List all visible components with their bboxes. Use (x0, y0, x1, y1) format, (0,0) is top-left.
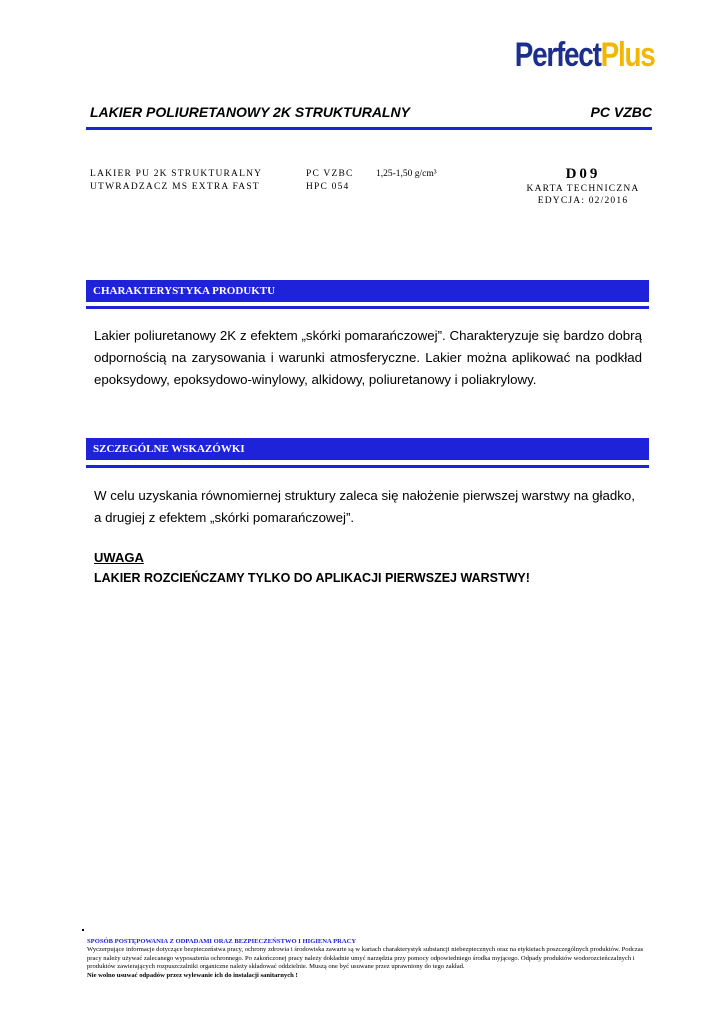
sheet-type: KARTA TECHNICZNA (526, 184, 640, 194)
sheet-edition: EDYCJA: 02/2016 (537, 196, 629, 206)
product-title: LAKIER POLIURETANOWY 2K STRUKTURALNY (90, 104, 410, 120)
section-guidelines-rule (86, 465, 649, 468)
footer-bold-note: Nie wolno usuwać odpadów przez wylewanie ich do instalacji sanitarnych ! (87, 971, 298, 979)
brand-logo-part2: Plus (601, 36, 655, 74)
sheet-code: D09 (565, 166, 601, 182)
spec-density (376, 168, 437, 181)
spec-row-name: UTWRADZACZ MS EXTRA FAST (90, 182, 260, 192)
characteristics-text: Lakier poliuretanowy 2K z efektem „skórki pomarańczowej”. Charakteryzuje się bardzo dobrą odpornością na zarysowania i warunki atmosferyczne. Lakier można aplikować na podkład epoksydowy, epoksydowo-winylowy, alkidowy, poliuretanowy i poliakrylowy. (94, 328, 642, 387)
section-characteristics-header: CHARAKTERYSTYKA PRODUKTU (86, 280, 649, 302)
document-header (90, 104, 652, 126)
section-guidelines-header: SZCZEGÓLNE WSKAZÓWKI (86, 438, 649, 460)
section-characteristics-rule (86, 306, 649, 309)
warning-title: UWAGA (94, 550, 144, 565)
brand-logo-part1: Perfect (515, 36, 602, 74)
spec-codes (306, 168, 354, 194)
sheet-code-block (513, 166, 653, 207)
footer-body: Wyczerpujące informacje dotyczące bezpieczeństwa pracy, ochrony zdrowia i środowiska zawarte są w kartach charakterystyk substancji niebezpiecznych oraz na etykietach poszczególnych produktów. Podczas pracy należy używać zalecanego wyposażenia ochronnego. Po zakończonej pracy należy dokładnie umyć narzędzia przy pomocy odpowiedniego środka myjącego. Odpady produktów wodorozcieńczalnych i produktów zawierających rozpuszczalniki organiczne należy składować oddzielnie. Muszą one być usuwane przez uprawniony do tego zakład. (87, 946, 644, 971)
product-code: PC VZBC (590, 104, 652, 120)
guidelines-text: W celu uzyskania równomiernej struktury zaleca się nałożenie pierwszej warstwy na gładko, a drugiej z efektem „skórki pomarańczowej”. (94, 488, 635, 525)
footer-heading: SPOSÓB POSTĘPOWANIA Z ODPADAMI ORAZ BEZPIECZEŃSTWO I HIGIENA PRACY (87, 938, 357, 945)
header-divider (86, 127, 652, 130)
spec-names (90, 168, 262, 194)
brand-logo (515, 38, 655, 72)
footer-mark (82, 929, 84, 931)
spec-row-name: LAKIER PU 2K STRUKTURALNY (90, 169, 263, 179)
spec-row-code: HPC 054 (306, 182, 350, 192)
spec-row-density: 1,25-1,50 g/cm³ (376, 169, 437, 179)
footer-safety-note (87, 938, 657, 980)
warning-text: LAKIER ROZCIEŃCZAMY TYLKO DO APLIKACJI PIERWSZEJ WARSTWY! (94, 571, 530, 585)
spec-row-code: PC VZBC (306, 169, 354, 179)
